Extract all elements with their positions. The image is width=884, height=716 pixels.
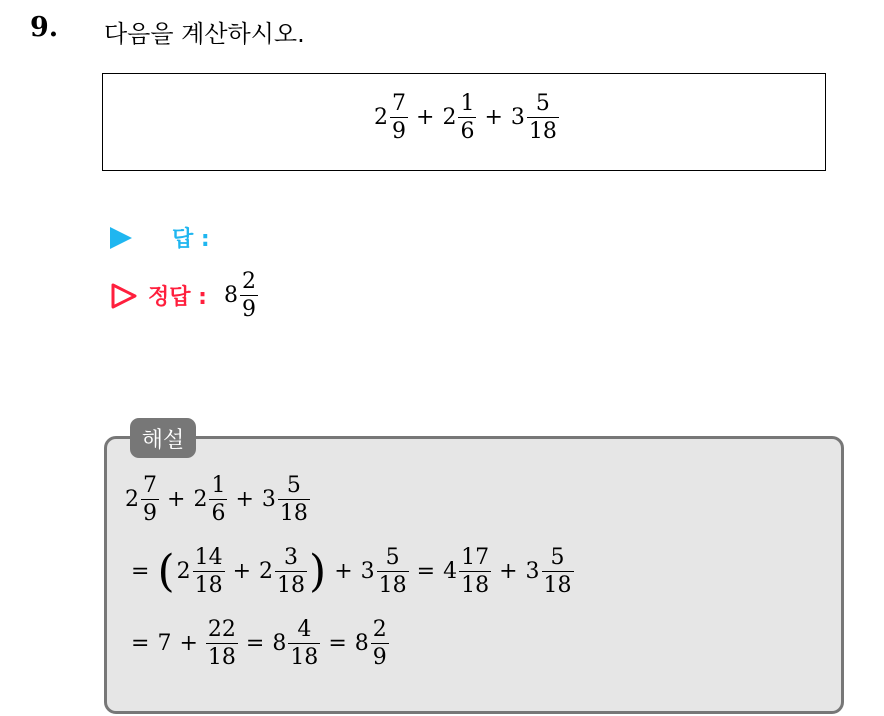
math-operator: +: [235, 487, 254, 513]
fraction: [527, 92, 559, 143]
mixed-whole: 2: [374, 105, 388, 131]
solution-line-2: [124, 546, 575, 597]
fraction-denominator: 18: [528, 119, 557, 145]
mixed-whole: 2: [259, 559, 274, 585]
answer-blank-row: [110, 222, 210, 253]
fraction: [206, 618, 238, 669]
fraction: [209, 474, 227, 525]
math-parenthesis: ): [309, 545, 327, 597]
fraction-denominator: 9: [372, 645, 387, 671]
fraction: [371, 618, 389, 669]
mixed-whole: 3: [261, 487, 276, 513]
mixed-whole: 3: [525, 559, 540, 585]
mixed-whole: 3: [360, 559, 375, 585]
fraction-numerator: 5: [535, 91, 550, 116]
math-operator: =: [131, 559, 150, 585]
correct-answer-label: 정답 :: [148, 285, 207, 311]
math-operator: +: [334, 559, 353, 585]
question-number: 9.: [30, 12, 59, 43]
fraction-numerator: 5: [286, 473, 301, 498]
mixed-whole: 3: [510, 105, 525, 131]
question-instruction: 다음을 계산하시오.: [104, 20, 305, 48]
solution-line-1: [124, 474, 311, 525]
fraction-numerator: 2: [241, 269, 256, 294]
fraction-numerator: 7: [392, 91, 406, 116]
mixed-whole: 2: [176, 559, 191, 585]
math-operator: +: [179, 631, 198, 657]
fraction-denominator: 18: [290, 645, 319, 671]
fraction: [390, 92, 408, 143]
fraction-numerator: 5: [550, 545, 565, 570]
fraction-numerator: 1: [211, 473, 226, 498]
math-operator: +: [484, 105, 503, 131]
mixed-whole: 8: [223, 283, 238, 309]
fraction-numerator: 4: [297, 617, 312, 642]
math-operator: +: [416, 105, 435, 131]
math-operator: =: [416, 559, 436, 585]
math-parenthesis: (: [157, 545, 175, 597]
fraction-numerator: 2: [372, 617, 387, 642]
fraction-denominator: 18: [277, 573, 306, 599]
fraction-denominator: 18: [543, 573, 572, 599]
outline-triangle-icon: [110, 282, 138, 310]
fraction-denominator: 18: [461, 573, 490, 599]
problem-box: [102, 73, 826, 171]
fraction-denominator: 6: [211, 501, 226, 527]
fraction: [141, 474, 159, 525]
mixed-whole: 2: [193, 487, 208, 513]
math-operator: +: [499, 559, 518, 585]
mixed-whole: 8: [354, 631, 369, 657]
math-operator: =: [328, 631, 347, 657]
math-operator: +: [167, 487, 186, 513]
fraction-denominator: 9: [143, 501, 157, 527]
correct-answer-value: [223, 270, 259, 321]
fraction-numerator: 3: [284, 545, 299, 570]
fraction: [240, 270, 258, 321]
fraction-denominator: 18: [378, 573, 407, 599]
fraction-numerator: 17: [461, 545, 490, 570]
fraction-numerator: 5: [385, 545, 400, 570]
fraction-denominator: 18: [279, 501, 308, 527]
correct-answer-row: [110, 270, 259, 321]
fraction: [542, 546, 574, 597]
fraction: [458, 92, 476, 143]
mixed-whole: 2: [442, 105, 457, 131]
fraction-denominator: 9: [241, 297, 256, 323]
fraction-denominator: 18: [207, 645, 236, 671]
problem-expression: [373, 92, 560, 143]
fraction-denominator: 6: [460, 119, 475, 145]
mixed-whole: 8: [272, 631, 287, 657]
fraction-numerator: 7: [143, 473, 157, 498]
mixed-whole: 4: [443, 559, 458, 585]
fraction-numerator: 22: [207, 617, 236, 642]
fraction: [288, 618, 320, 669]
fraction: [275, 546, 307, 597]
fraction: [193, 546, 225, 597]
math-operator: +: [232, 559, 252, 585]
fraction-numerator: 14: [194, 545, 223, 570]
fraction: [459, 546, 491, 597]
solution-tag: 해설: [130, 418, 196, 458]
fraction-numerator: 1: [460, 91, 475, 116]
fraction-denominator: 18: [194, 573, 223, 599]
math-operator: =: [245, 631, 265, 657]
fraction: [377, 546, 409, 597]
fraction-denominator: 9: [392, 119, 406, 145]
math-number: 7: [157, 631, 172, 657]
solution-line-3: [124, 618, 390, 669]
filled-triangle-icon: [110, 227, 132, 249]
fraction: [278, 474, 310, 525]
mixed-whole: 2: [125, 487, 139, 513]
answer-label: 답 :: [172, 227, 210, 252]
math-operator: =: [131, 631, 150, 657]
